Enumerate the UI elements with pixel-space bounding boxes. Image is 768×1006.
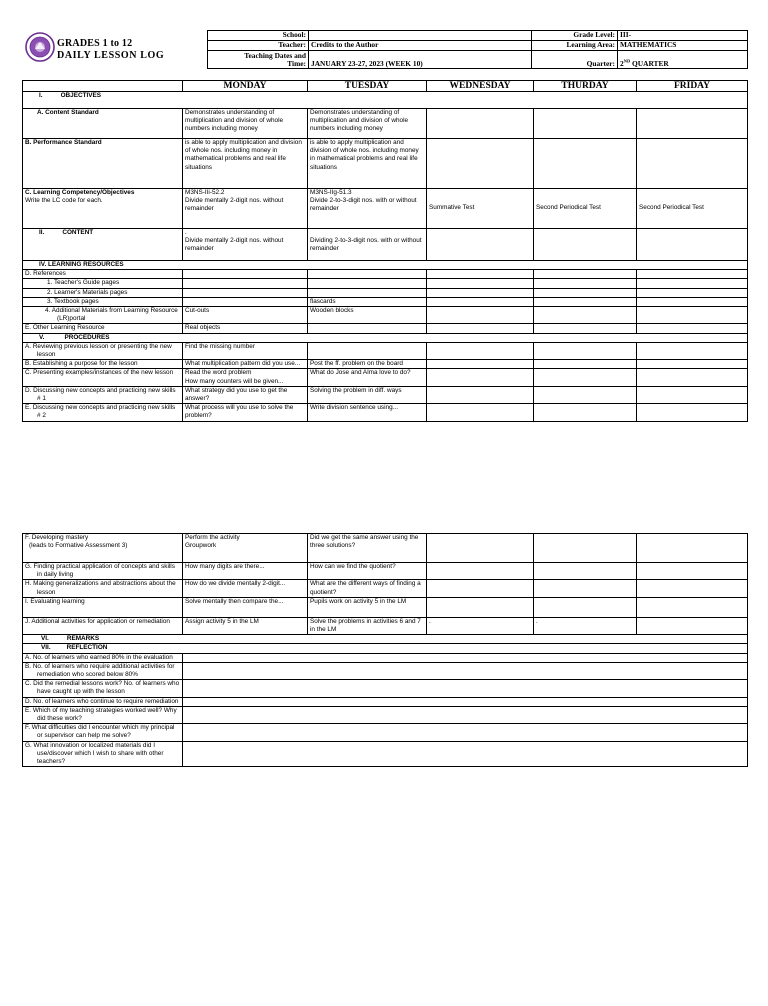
remarks-heading: VI. REMARKS [23, 635, 748, 644]
performance-standard-label: B. Performance Standard [23, 139, 183, 189]
procedure-j-thu: . [534, 617, 637, 634]
resources-heading: IV. LEARNING RESOURCES [23, 261, 748, 270]
content-standard-row [23, 109, 748, 139]
reflection-b-field[interactable] [183, 662, 748, 679]
procedure-h-tue: What are the different ways of finding a quotient? [308, 580, 427, 597]
area-field[interactable]: MATHEMATICS [618, 41, 748, 51]
procedure-j-label: J. Additional activities for application or remediation [23, 617, 183, 634]
content-standard-tue: Demonstrates understanding of multiplication and division of whole numbers including money [308, 109, 427, 139]
resources-heading-row [23, 261, 748, 270]
grade-label: Grade Level: [532, 31, 618, 41]
reflection-f-label: F. What difficulties did I encounter which my principal or supervisor can help me solve? [23, 724, 183, 741]
procedure-f-mon-line2: Groupwork [185, 542, 217, 550]
content-fri [637, 229, 748, 261]
content-heading: II. CONTENT [23, 229, 183, 261]
content-mon-dot: . [185, 229, 187, 236]
content-standard-mon: Demonstrates understanding of multiplication and division of whole numbers including money [183, 109, 308, 139]
reflection-g-row [23, 741, 748, 767]
procedure-i-mon: Solve mentally then compare the... [183, 597, 308, 617]
reflection-c-label: C. Did the remedial lessons work? No. of learners who have caught up with the lesson [23, 680, 183, 697]
procedure-e-tue: Write division sentence using... [308, 404, 427, 421]
other-resources-label: E. Other Learning Resource [23, 324, 183, 333]
content-mon-text: Divide mentally 2-digit nos. without remainder [185, 237, 284, 253]
reflection-g-field[interactable] [183, 741, 748, 767]
competency-label-line2: Write the LC code for each. [25, 197, 103, 205]
procedure-c-mon-line2: How many counters will be given... [185, 377, 284, 385]
learners-materials-row [23, 288, 748, 297]
procedure-a-label: A. Reviewing previous lesson or presenting the new lesson [23, 342, 183, 359]
day-header-row [23, 81, 748, 92]
procedure-c-row [23, 369, 748, 386]
performance-standard-tue: is able to apply multiplication and division of whole nos. including money in mathematical problems and real life situations [308, 139, 427, 189]
competency-wed: Summative Test [427, 189, 534, 229]
content-standard-fri [637, 109, 748, 139]
reflection-a-field[interactable] [183, 653, 748, 662]
procedure-g-mon: How many digits are there... [183, 563, 308, 580]
procedure-d-tue: Solving the problem in diff. ways [308, 386, 427, 403]
textbook-row [23, 297, 748, 306]
content-tue-text: Dividing 2-to-3-digit nos. with or without remainder [310, 237, 422, 253]
other-resources-row [23, 324, 748, 333]
additional-materials-tue: Wooden blocks [308, 307, 427, 324]
day-tuesday: TUESDAY [308, 81, 427, 92]
references-label: D. References [23, 270, 183, 279]
procedure-b-label: B. Establishing a purpose for the lesson [23, 360, 183, 369]
dates-label [208, 51, 309, 69]
competency-label [23, 189, 183, 229]
content-mon [183, 229, 308, 261]
content-row [23, 229, 748, 261]
competency-label-line1: C. Learning Competency/Objectives [25, 189, 135, 196]
reflection-b-row [23, 662, 748, 679]
deped-seal-icon [25, 32, 55, 62]
quarter-text: QUARTER [630, 58, 669, 68]
procedure-d-row [23, 386, 748, 403]
content-tue [308, 229, 427, 261]
competency-mon-code: M3NS-IIi-52.2 [185, 189, 225, 196]
content-thu [534, 229, 637, 261]
procedure-f-label-line2: (leads to Formative Assessment 3) [29, 542, 128, 550]
reflection-c-row [23, 680, 748, 697]
reflection-d-row [23, 697, 748, 706]
additional-materials-label: 4. Additional Materials from Learning Resource (LR)portal [23, 307, 183, 324]
procedure-g-row [23, 563, 748, 580]
other-resources-mon: Real objects [183, 324, 308, 333]
procedure-i-tue: Pupils work on activity 5 in the LM [308, 597, 427, 617]
procedure-f-tue: Did we get the same answer using the three solutions? [308, 534, 427, 563]
reflection-b-label: B. No. of learners who require additional activities for remediation who scored below 80% [23, 662, 183, 679]
quarter-suffix: ND [623, 58, 631, 64]
teachers-guide-label: 1. Teacher's Guide pages [23, 279, 183, 288]
procedure-c-mon-line1: Read the word problem [185, 369, 252, 377]
references-row [23, 270, 748, 279]
reflection-f-field[interactable] [183, 724, 748, 741]
content-wed [427, 229, 534, 261]
quarter-number: 2 [620, 58, 624, 68]
procedure-j-row [23, 617, 748, 634]
area-label: Learning Area: [532, 41, 618, 51]
logo-title-line1: GRADES 1 to 12 [57, 38, 133, 49]
content-standard-label: A. Content Standard [23, 109, 183, 139]
lesson-log-table-page2 [22, 533, 748, 767]
teacher-field[interactable]: Credits to the Author [309, 41, 532, 51]
reflection-d-field[interactable] [183, 697, 748, 706]
objectives-heading: I. OBJECTIVES [23, 92, 748, 109]
procedure-f-label-line1: F. Developing mastery [25, 534, 89, 541]
reflection-e-row [23, 706, 748, 723]
performance-standard-wed [427, 139, 534, 189]
textbook-label: 3. Textbook pages [23, 297, 183, 306]
competency-mon [183, 189, 308, 229]
procedures-heading: V. PROCEDURES [23, 333, 748, 342]
procedure-b-mon: What multiplication pattern did you use... [183, 360, 308, 369]
procedure-a-mon: Find the missing number [183, 342, 308, 359]
procedure-c-tue: What do Jose and Alma love to do? [308, 369, 427, 386]
procedure-i-label: I. Evaluating learning [23, 597, 183, 617]
competency-row [23, 189, 748, 229]
procedure-d-mon: What strategy did you use to get the answer? [183, 386, 308, 403]
teachers-guide-row [23, 279, 748, 288]
additional-materials-mon: Cut-outs [183, 307, 308, 324]
competency-tue-code: M3NS-IIg-51.3 [310, 189, 352, 196]
day-thursday: THURDAY [534, 81, 637, 92]
remarks-row [23, 635, 748, 644]
day-wednesday: WEDNESDAY [427, 81, 534, 92]
quarter-field[interactable] [618, 51, 748, 69]
day-friday: FRIDAY [637, 81, 748, 92]
content-standard-wed [427, 109, 534, 139]
reflection-e-label: E. Which of my teaching strategies worked well? Why did these work? [23, 706, 183, 723]
procedure-j-tue: Solve the problems in activities 6 and 7 in the LM [308, 617, 427, 634]
logo-title-line2: DAILY LESSON LOG [57, 50, 165, 61]
procedure-a-row [23, 342, 748, 359]
corner-cell [23, 81, 183, 92]
teacher-label: Teacher: [208, 41, 309, 51]
dates-field[interactable]: JANUARY 23-27, 2023 (WEEK 10) [309, 51, 532, 69]
procedure-h-label: H. Making generalizations and abstractions about the lesson [23, 580, 183, 597]
learners-materials-label: 2. Learner's Materials pages [23, 288, 183, 297]
reflection-heading: VII. REFLECTION [23, 644, 748, 653]
procedure-h-row [23, 580, 748, 597]
competency-mon-text: Divide mentally 2-digit nos. without remainder [185, 197, 284, 213]
reflection-c-field[interactable] [183, 680, 748, 697]
dates-label-line1: Teaching Dates and [244, 50, 306, 60]
performance-standard-mon: is able to apply multiplication and division of whole nos. including money in mathematical problems and real life situations [183, 139, 308, 189]
procedure-b-tue: Post the ff. problem on the board [308, 360, 427, 369]
reflection-e-field[interactable] [183, 706, 748, 723]
school-field[interactable] [309, 31, 532, 41]
procedure-c-mon [183, 369, 308, 386]
procedure-j-wed: . [427, 617, 534, 634]
procedure-f-row [23, 534, 748, 563]
reflection-d-label: D. No. of learners who continue to require remediation [23, 697, 183, 706]
procedure-f-mon [183, 534, 308, 563]
procedure-j-mon: Assign activity 5 in the LM [183, 617, 308, 634]
grade-field[interactable]: III- [618, 31, 748, 41]
school-label: School: [208, 31, 309, 41]
reflection-f-row [23, 724, 748, 741]
dates-label-line2: Time: [287, 58, 306, 68]
procedure-b-row [23, 360, 748, 369]
quarter-label: Quarter: [532, 51, 618, 69]
additional-materials-row [23, 307, 748, 324]
reflection-g-label: G. What innovation or localized materials did I use/discover which I wish to share with other teachers? [23, 741, 183, 767]
procedure-h-mon: How do we divide mentally 2-digit... [183, 580, 308, 597]
competency-tue [308, 189, 427, 229]
objectives-heading-row [23, 92, 748, 109]
competency-thu: Second Periodical Test [534, 189, 637, 229]
procedure-c-label: C. Presenting examples/instances of the new lesson [23, 369, 183, 386]
header-info-table [207, 30, 748, 69]
reflection-a-row [23, 653, 748, 662]
procedure-g-tue: How can we find the quotient? [308, 563, 427, 580]
reflection-a-label: A. No. of learners who earned 80% in the evaluation [23, 653, 183, 662]
lesson-log-table-page1 [22, 80, 748, 422]
procedure-e-label: E. Discussing new concepts and practicing new skills # 2 [23, 404, 183, 421]
content-standard-thu [534, 109, 637, 139]
procedure-i-row [23, 597, 748, 617]
performance-standard-thu [534, 139, 637, 189]
procedure-e-row [23, 404, 748, 421]
procedure-f-mon-line1: Perform the activity [185, 534, 240, 541]
procedure-d-label: D. Discussing new concepts and practicing new skills # 1 [23, 386, 183, 403]
competency-tue-text: Divide 2-to-3-digit nos. with or without remainder [310, 197, 417, 213]
procedure-e-mon: What process will you use to solve the problem? [183, 404, 308, 421]
performance-standard-row [23, 139, 748, 189]
day-monday: MONDAY [183, 81, 308, 92]
procedure-g-label: G. Finding practical application of concepts and skills in daily living [23, 563, 183, 580]
performance-standard-fri [637, 139, 748, 189]
competency-fri: Second Periodical Test [637, 189, 748, 229]
textbook-tue: flascards [308, 297, 427, 306]
logo [22, 30, 207, 70]
procedures-heading-row [23, 333, 748, 342]
procedure-f-label [23, 534, 183, 563]
reflection-row [23, 644, 748, 653]
